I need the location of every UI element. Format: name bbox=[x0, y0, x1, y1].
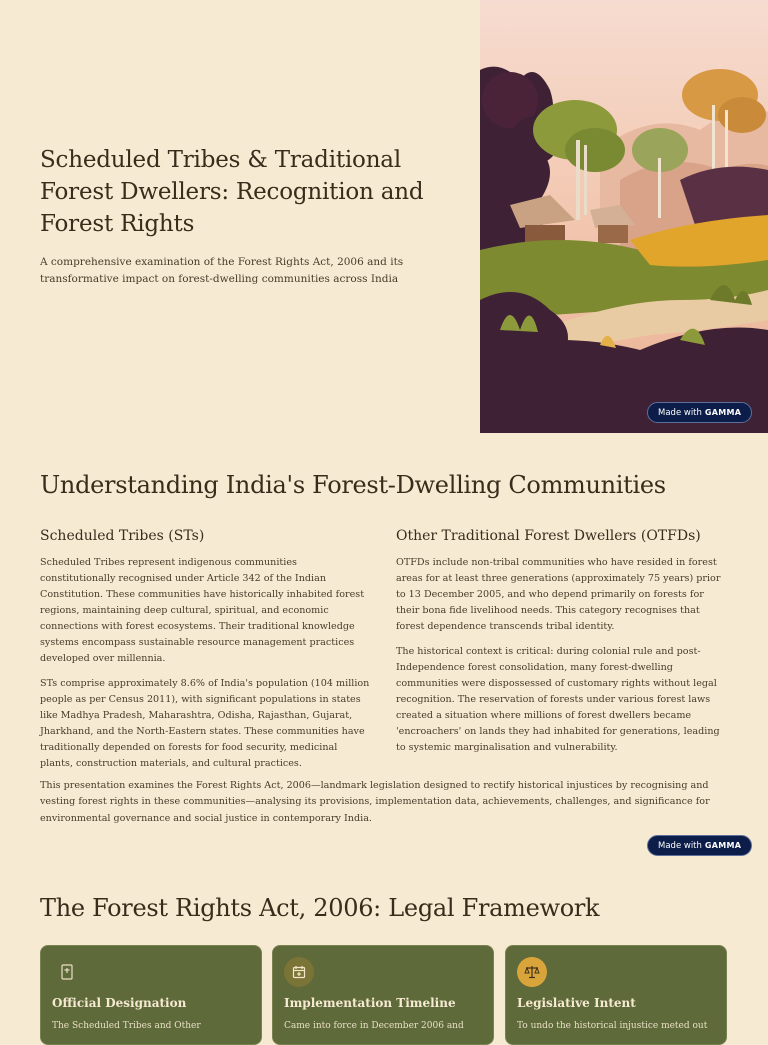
card-official-designation bbox=[40, 945, 262, 1045]
card-title: Implementation Timeline bbox=[284, 996, 456, 1010]
section-title-communities: Understanding India's Forest-Dwelling Communities bbox=[40, 471, 666, 499]
book-icon bbox=[52, 957, 82, 987]
made-with-gamma-badge[interactable] bbox=[647, 402, 752, 423]
card-body: Came into force in December 2006 and bbox=[284, 1021, 464, 1031]
card-legislative-intent bbox=[505, 945, 727, 1045]
page-title: Scheduled Tribes & Traditional Forest Dwellers: Recognition and Forest Rights bbox=[40, 147, 424, 237]
calendar-icon bbox=[284, 957, 314, 987]
card-body: The Scheduled Tribes and Other bbox=[52, 1021, 201, 1031]
paragraph: OTFDs include non-tribal communities who have resided in forest areas for at least three generations (approximately 75 years) prior to 13 December 2005, and who depend primarily on forests for their bona fide livelihood needs. This category recognises that forest dependence transcends tribal identity. bbox=[396, 557, 721, 632]
card-body: To undo the historical injustice meted out bbox=[517, 1021, 708, 1031]
card-title: Legislative Intent bbox=[517, 996, 636, 1010]
paragraph: Scheduled Tribes represent indigenous communities constitutionally recognised under Article 342 of the Indian Constitution. These communities have historically inhabited forest regions, maintaining deep cultural, spiritual, and economic connections with forest ecosystems. Their traditional knowledge systems encompass sustainable resource management practices developed over millennia. bbox=[40, 557, 365, 664]
forest-illustration bbox=[480, 0, 768, 433]
gamma-logo: GAMMA bbox=[704, 408, 742, 417]
hero-section bbox=[0, 0, 768, 433]
column-otfds bbox=[396, 526, 726, 765]
column-scheduled-tribes bbox=[40, 526, 370, 781]
paragraph: STs comprise approximately 8.6% of India's population (104 million people as per Census 2011), with significant populations in states like Madhya Pradesh, Maharashtra, Odisha, Rajasthan, Gujarat, Jharkhand, and the North-Eastern states. These communities have traditionally depended on forests for food security, medicinal plants, construction materials, and cultural practices. bbox=[40, 678, 370, 769]
column-heading: Scheduled Tribes (STs) bbox=[40, 528, 205, 544]
scales-icon bbox=[517, 957, 547, 987]
badge-prefix: Made with bbox=[658, 840, 702, 851]
section-summary: This presentation examines the Forest Rights Act, 2006—landmark legislation designed to rectify historical injustices by recognising and vesting forest rights in these communities—analysing its provisions, implementation data, achievements, challenges, and significance for environmental governance and social justice in contemporary India. bbox=[40, 780, 710, 824]
page-subtitle: A comprehensive examination of the Forest Rights Act, 2006 and its transformative impact on forest-dwelling communities across India bbox=[40, 256, 404, 285]
section-title-legal-framework: The Forest Rights Act, 2006: Legal Framework bbox=[40, 894, 600, 922]
made-with-gamma-badge[interactable] bbox=[647, 835, 752, 856]
card-title: Official Designation bbox=[52, 996, 187, 1010]
badge-prefix: Made with bbox=[658, 407, 702, 418]
column-heading: Other Traditional Forest Dwellers (OTFDs) bbox=[396, 528, 701, 544]
card-implementation-timeline bbox=[272, 945, 494, 1045]
paragraph: The historical context is critical: during colonial rule and post-Independence forest consolidation, many forest-dwelling communities were dispossessed of customary rights without legal recognition. The reservation of forests under various forest laws created a situation where millions of forest dwellers became 'encroachers' on lands they had inhabited for generations, leading to systemic marginalisation and vulnerability. bbox=[396, 646, 720, 753]
gamma-logo: GAMMA bbox=[704, 841, 742, 850]
